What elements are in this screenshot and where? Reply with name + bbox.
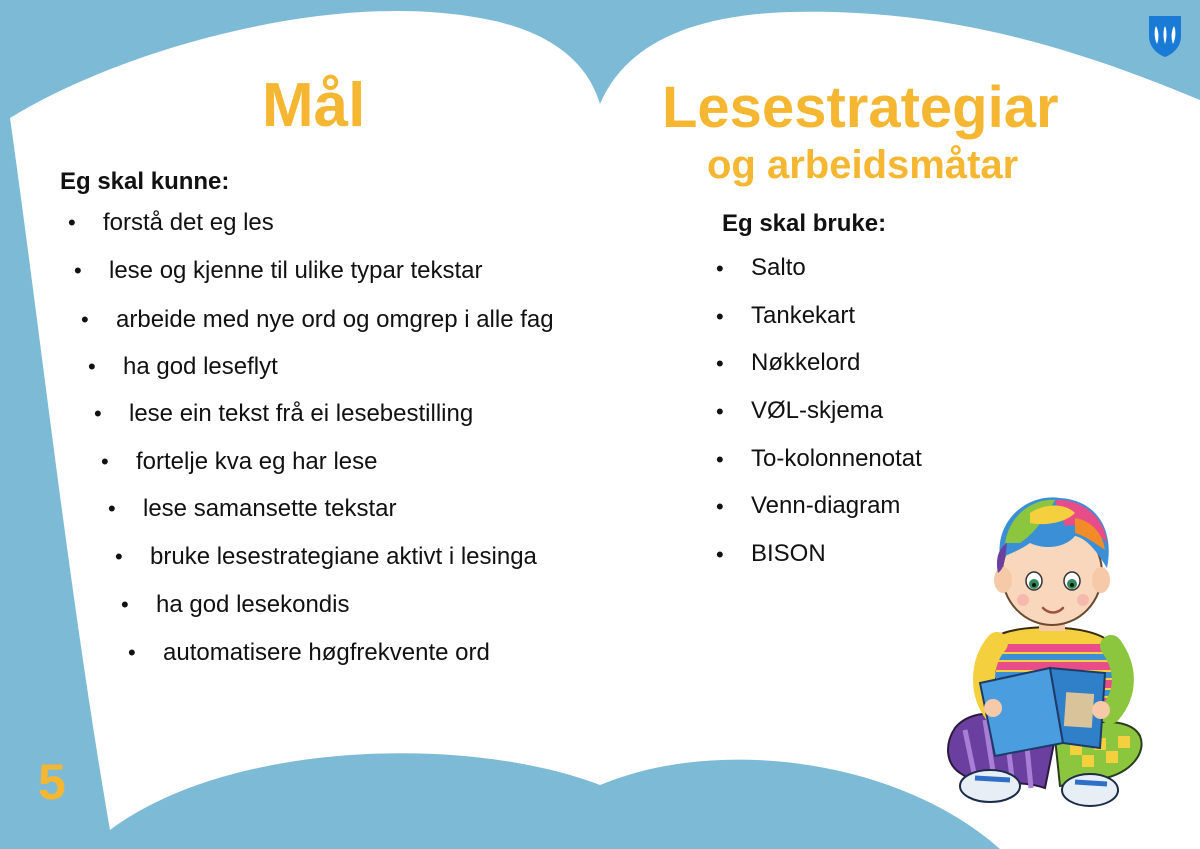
right-page-subheading: Eg skal bruke:	[722, 210, 887, 237]
left-page-subheading: Eg skal kunne:	[60, 168, 230, 195]
list-bullet: •	[716, 447, 724, 472]
list-bullet: •	[128, 640, 136, 665]
list-item: arbeide med nye ord og omgrep i alle fag	[116, 306, 554, 333]
list-item: BISON	[751, 540, 826, 567]
list-item: Tankekart	[751, 302, 856, 329]
list-bullet: •	[115, 544, 123, 569]
municipal-shield-icon	[1147, 14, 1183, 58]
list-bullet: •	[108, 496, 116, 521]
list-item: bruke lesestrategiane aktivt i lesinga	[150, 543, 537, 570]
right-page-subtitle: og arbeidsmåtar	[707, 143, 1019, 187]
list-bullet: •	[88, 354, 96, 379]
list-bullet: •	[716, 494, 724, 519]
list-item: forstå det eg les	[103, 209, 274, 236]
list-bullet: •	[716, 304, 724, 329]
list-item: ha god leseflyt	[123, 353, 278, 380]
list-bullet: •	[716, 399, 724, 424]
right-page-title: Lesestrategiar	[662, 75, 1059, 140]
list-bullet: •	[716, 256, 724, 281]
child-reading-illustration	[935, 488, 1175, 818]
list-bullet: •	[101, 449, 109, 474]
list-item: ha god lesekondis	[156, 591, 350, 618]
list-item: lese samansette tekstar	[143, 495, 397, 522]
list-item: lese og kjenne til ulike typar tekstar	[109, 257, 483, 284]
list-item: fortelje kva eg har lese	[136, 448, 378, 475]
left-page-title: Mål	[262, 71, 366, 140]
list-item: VØL-skjema	[751, 397, 884, 424]
list-item: automatisere høgfrekvente ord	[163, 639, 490, 666]
list-bullet: •	[81, 307, 89, 332]
list-item: Venn-diagram	[751, 492, 901, 519]
list-bullet: •	[68, 210, 76, 235]
page-number: 5	[38, 754, 66, 810]
list-bullet: •	[121, 592, 129, 617]
list-item: Nøkkelord	[751, 349, 861, 376]
list-item: Salto	[751, 254, 806, 281]
list-bullet: •	[716, 351, 724, 376]
list-item: lese ein tekst frå ei lesebestilling	[129, 400, 474, 427]
list-item: To-kolonnenotat	[751, 445, 922, 472]
list-bullet: •	[94, 401, 102, 426]
list-bullet: •	[74, 258, 82, 283]
list-bullet: •	[716, 542, 724, 567]
